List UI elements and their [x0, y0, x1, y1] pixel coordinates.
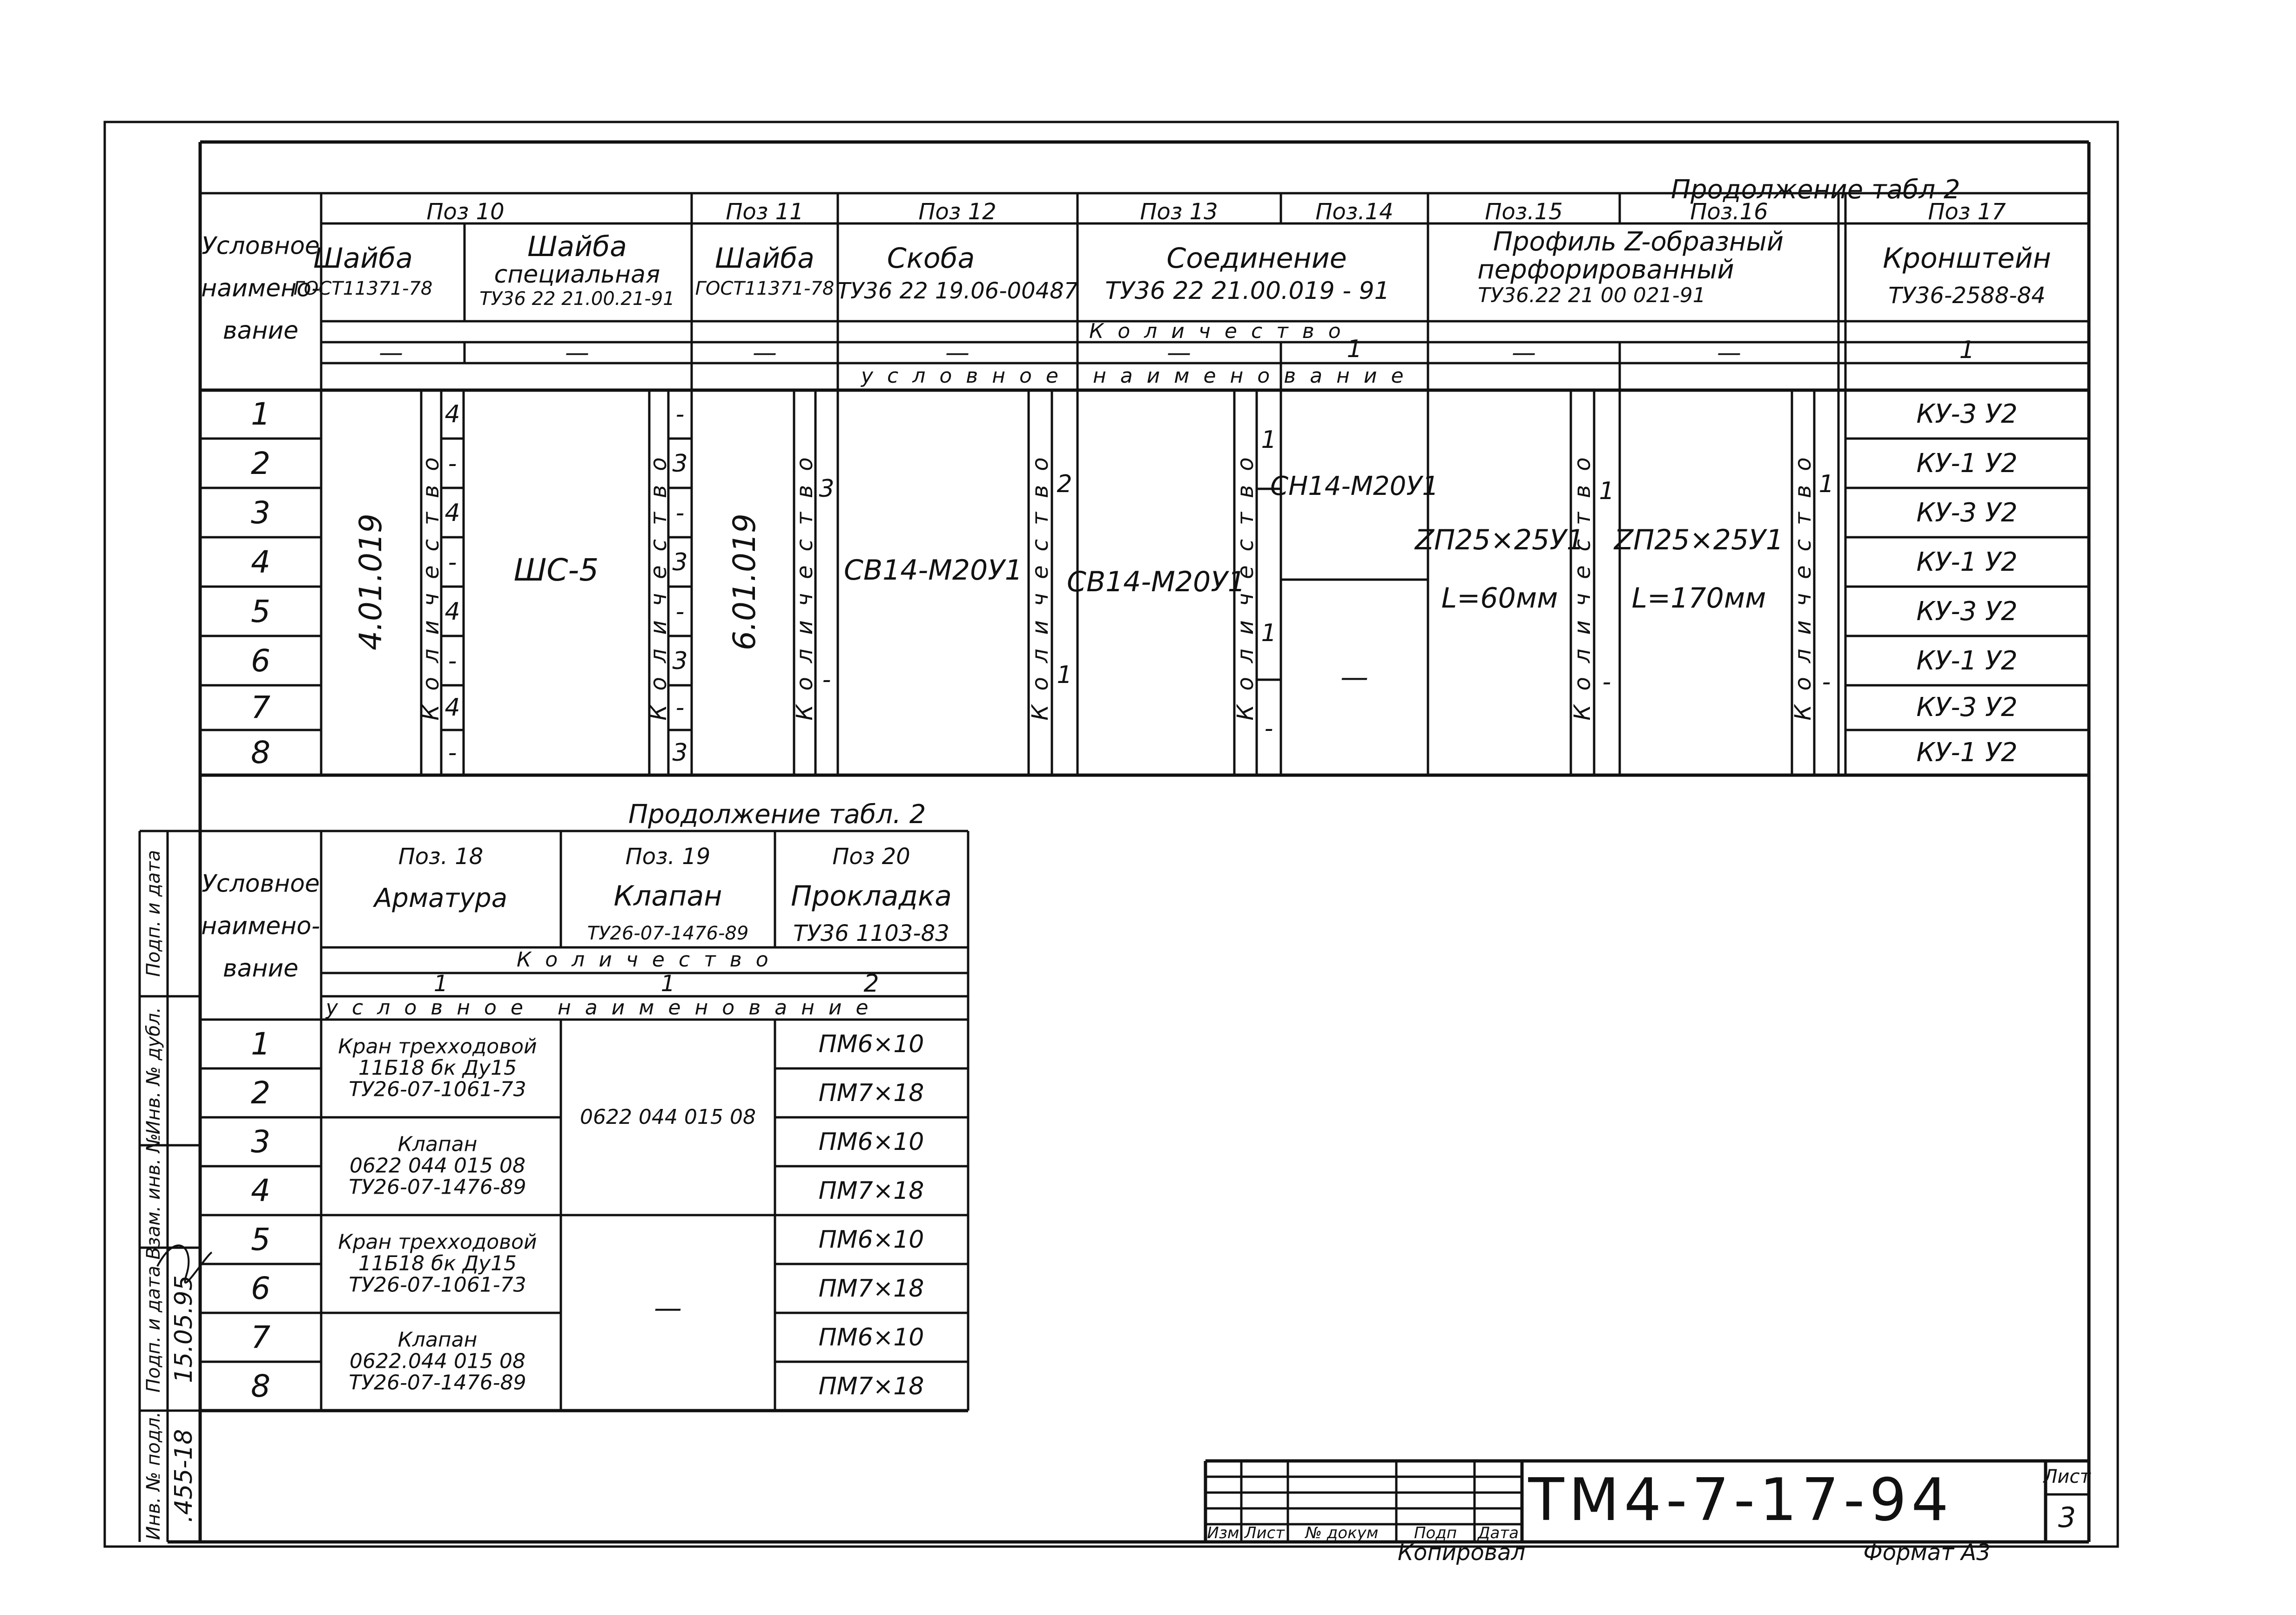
row-number: 8 — [251, 1368, 270, 1404]
pos-19: Поз. 19 — [625, 844, 711, 870]
prokladka-cell: ПМ6×10 — [818, 1324, 924, 1351]
qty-cell: 1 — [1057, 661, 1072, 689]
col10-name: 4.01.019 — [353, 514, 389, 650]
row-number: 8 — [251, 735, 270, 770]
sheet-label: Лист — [2043, 1466, 2091, 1487]
qty-cell: - — [822, 666, 831, 694]
qty-cell: 1 — [1347, 335, 1362, 363]
col15-name: ZП25×25У1 — [1415, 524, 1584, 556]
sheet-number: 3 — [2058, 1501, 2076, 1534]
pos-20: Поз 20 — [832, 844, 910, 870]
qty-cell: - — [675, 598, 685, 626]
kolichestvo-band: Количество — [517, 948, 782, 972]
row-number: 7 — [251, 689, 270, 725]
pos-12: Поз 12 — [918, 199, 997, 225]
stamp-date: 15.05.95 — [170, 1275, 198, 1383]
qty-cell: 3 — [672, 739, 688, 767]
qty-cell: 1 — [1818, 470, 1834, 498]
row-number: 2 — [251, 1075, 270, 1111]
kolichestvo-band: Количество — [1089, 319, 1355, 343]
stamp-label: Подп. и дата — [143, 1265, 164, 1393]
pos-16: Поз.16 — [1690, 199, 1768, 225]
col14-name: — — [1340, 661, 1368, 694]
pos-15: Поз.15 — [1485, 199, 1563, 225]
armatura-cell: Кран трехходовой 11Б18 бк Ду15 ТУ26-07-1061-73 — [338, 1230, 537, 1297]
qty-cell: 3 — [819, 475, 835, 503]
armatura-cell: Кран трехходовой 11Б18 бк Ду15 ТУ26-07-1061-73 — [338, 1034, 537, 1102]
title-col-label: Подп — [1414, 1524, 1457, 1542]
qty-cell: 2 — [863, 970, 879, 998]
item-spec: ГОСТ11371-78 — [695, 278, 835, 299]
qty-cell: - — [675, 694, 685, 722]
col13-name: СВ14-М20У1 — [1067, 566, 1246, 598]
title-col-label: № докум — [1305, 1524, 1379, 1542]
col14-name: СН14-М20У1 — [1270, 471, 1439, 501]
col10b-name: ШС-5 — [513, 552, 599, 588]
pos-10: Поз 10 — [426, 199, 505, 225]
stamp-inventory-number: .455-18 — [170, 1429, 198, 1523]
kronshtein-cell: КУ-1 У2 — [1916, 448, 2018, 479]
kolichestvo-vertical: Количество — [1569, 443, 1596, 721]
item-spec: ТУ36 22 21.00.21-91 — [479, 288, 675, 310]
qty-cell: - — [675, 400, 685, 428]
qty-cell: 4 — [444, 400, 460, 428]
qty-cell: — — [945, 339, 970, 367]
kronshtein-cell: КУ-1 У2 — [1916, 737, 2018, 768]
item-spec: ТУ36 1103-83 — [793, 920, 949, 946]
row-number: 6 — [251, 1270, 270, 1306]
title-col-label: Лист — [1244, 1524, 1285, 1542]
stamp-label: Взам. инв. № — [143, 1133, 164, 1260]
row-number: 5 — [251, 594, 270, 629]
qty-cell: 3 — [672, 450, 688, 478]
table-heading: Продолжение табл 2 — [1671, 175, 1960, 205]
row-number: 2 — [251, 446, 270, 481]
naimenovanie-band: условное наименование — [326, 996, 882, 1020]
item-name: Арматура — [374, 883, 508, 913]
qty-cell: - — [448, 739, 457, 767]
item-name: Клапан — [613, 880, 722, 912]
qty-cell: — — [753, 339, 777, 367]
armatura-cell: Клапан 0622 044 015 08 ТУ26-07-1476-89 — [349, 1132, 526, 1200]
qty-cell: - — [1602, 668, 1611, 696]
kolichestvo-vertical: Количество — [1232, 443, 1259, 721]
format-label: Формат А3 — [1863, 1540, 1991, 1566]
kolichestvo-vertical: Количество — [792, 443, 818, 721]
col15-length: L=60мм — [1441, 582, 1558, 615]
item-name: Скоба — [887, 242, 975, 275]
kolichestvo-vertical: Количество — [1790, 443, 1816, 721]
prokladka-cell: ПМ7×18 — [818, 1275, 924, 1303]
prokladka-cell: ПМ6×10 — [818, 1226, 924, 1254]
kolichestvo-vertical: Количество — [646, 443, 672, 721]
qty-cell: — — [379, 339, 403, 367]
title-col-label: Изм — [1207, 1524, 1239, 1542]
item-name: Профиль Z-образный — [1493, 227, 1784, 257]
item-spec: ТУ36-2588-84 — [1888, 283, 2046, 309]
qty-cell: — — [565, 339, 589, 367]
kronshtein-cell: КУ-1 У2 — [1916, 547, 2018, 577]
qty-cell: 1 — [1959, 336, 1975, 364]
cond-name-label: Условное наимено- вание — [201, 870, 320, 983]
klapan-cell: — — [654, 1292, 682, 1324]
qty-cell: — — [1717, 339, 1741, 367]
qty-cell: — — [1167, 339, 1191, 367]
item-name: Шайба — [527, 230, 627, 263]
stamp-label: Инв. № дубл. — [143, 1007, 164, 1135]
table-heading: Продолжение табл. 2 — [628, 799, 926, 830]
title-col-label: Дата — [1477, 1524, 1519, 1542]
kolichestvo-vertical: Количество — [1027, 443, 1053, 721]
row-number: 4 — [251, 1173, 270, 1209]
prokladka-cell: ПМ7×18 — [818, 1177, 924, 1205]
row-number: 7 — [251, 1319, 270, 1355]
qty-cell: 3 — [672, 647, 688, 675]
qty-cell: 1 — [1261, 619, 1277, 647]
pos-11: Поз 11 — [726, 199, 804, 225]
qty-cell: 1 — [433, 971, 448, 997]
qty-cell: - — [675, 499, 685, 527]
qty-cell: - — [448, 647, 457, 675]
qty-cell: - — [448, 450, 457, 478]
item-name: Кронштейн — [1883, 242, 2051, 275]
item-spec: ГОСТ11371-78 — [293, 278, 433, 299]
kronshtein-cell: КУ-1 У2 — [1916, 646, 2018, 676]
copied-by-label: Копировал — [1397, 1540, 1526, 1566]
item-name: Соединение — [1166, 242, 1347, 275]
row-number: 3 — [251, 495, 270, 531]
armatura-cell: Клапан 0622.044 015 08 ТУ26-07-1476-89 — [349, 1328, 526, 1395]
klapan-cell: 0622 044 015 08 — [580, 1105, 756, 1129]
row-number: 3 — [251, 1124, 270, 1160]
col12-name: СВ14-М20У1 — [844, 554, 1023, 587]
stamp-label: Подп. и дата — [143, 850, 164, 977]
item-spec: ТУ36 22 21.00.019 - 91 — [1105, 277, 1390, 305]
pos-17: Поз 17 — [1928, 199, 2006, 225]
qty-cell: 4 — [444, 499, 460, 527]
item-name: Шайба — [715, 242, 815, 275]
row-number: 1 — [251, 1026, 270, 1062]
col16-name: ZП25×25У1 — [1614, 524, 1784, 556]
item-spec: ТУ36.22 21 00 021-91 — [1478, 284, 1706, 307]
prokladka-cell: ПМ7×18 — [818, 1079, 924, 1107]
item-name: Прокладка — [791, 880, 952, 912]
item-spec: ТУ36 22 19.06-00487 — [836, 278, 1078, 304]
prokladka-cell: ПМ6×10 — [818, 1030, 924, 1058]
col16-length: L=170мм — [1631, 582, 1766, 615]
item-spec: ТУ26-07-1476-89 — [587, 923, 749, 944]
kronshtein-cell: КУ-3 У2 — [1916, 692, 2018, 723]
qty-cell: - — [1264, 715, 1273, 743]
row-number: 4 — [251, 544, 270, 580]
naimenovanie-band: условное наименование — [861, 364, 1418, 388]
kolichestvo-vertical: Количество — [418, 443, 444, 721]
stamp-label: Инв. № подл. — [143, 1412, 164, 1540]
qty-cell: 1 — [660, 971, 675, 997]
qty-cell: - — [448, 548, 457, 576]
col11-name: 6.01.019 — [727, 514, 762, 650]
pos-18: Поз. 18 — [398, 844, 484, 870]
row-number: 6 — [251, 643, 270, 679]
item-sub: специальная — [494, 261, 660, 289]
document-number: ТМ4-7-17-94 — [1528, 1466, 1953, 1534]
qty-cell: - — [1822, 668, 1831, 696]
qty-cell: 1 — [1261, 426, 1277, 454]
kronshtein-cell: КУ-3 У2 — [1916, 399, 2018, 429]
prokladka-cell: ПМ6×10 — [818, 1128, 924, 1156]
item-name: Шайба — [313, 242, 413, 275]
cond-name-label: Условное наимено- вание — [201, 232, 320, 345]
item-sub: перфорированный — [1477, 255, 1734, 285]
qty-cell: — — [1512, 339, 1536, 367]
qty-cell: 2 — [1057, 470, 1072, 498]
kronshtein-cell: КУ-3 У2 — [1916, 498, 2018, 528]
kronshtein-cell: КУ-3 У2 — [1916, 596, 2018, 627]
pos-14: Поз.14 — [1315, 199, 1394, 225]
qty-cell: 4 — [444, 694, 460, 722]
qty-cell: 3 — [672, 548, 688, 576]
qty-cell: 4 — [444, 598, 460, 626]
prokladka-cell: ПМ7×18 — [818, 1372, 924, 1400]
row-number: 5 — [251, 1222, 270, 1257]
row-number: 1 — [251, 396, 270, 432]
qty-cell: 1 — [1599, 477, 1615, 505]
pos-13: Поз 13 — [1140, 199, 1218, 225]
